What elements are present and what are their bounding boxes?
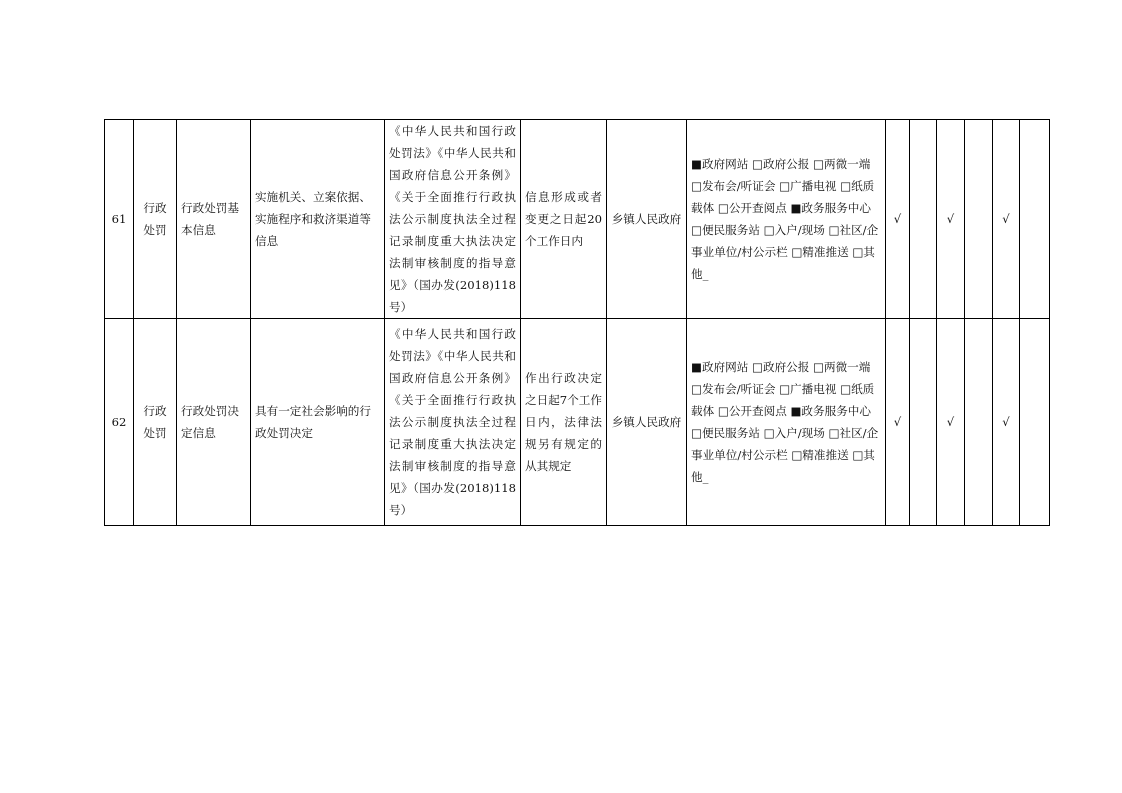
time-limit-cell: 信息形成或者变更之日起20个工作日内 [521,120,607,319]
item-cell: 行政处罚决定信息 [177,319,251,526]
mark-cell [910,120,937,319]
mark-cell: √ [886,120,910,319]
table-row [105,120,1050,319]
basis-text: 《中华人民共和国行政处罚法》《中华人民共和国政府信息公开条例》《关于全面推行行政执法公示制度执法全过程记录制度重大执法决定法制审核制度的指导意见》（国办发(2018)118号） [389,124,516,314]
mark-cell [1020,319,1050,526]
table-row [105,319,1050,526]
category-cell: 行政处罚 [134,120,177,319]
row-number: 62 [105,319,134,526]
content-cell: 具有一定社会影响的行政处罚决定 [251,319,385,526]
channels-cell: ■政府网站 □政府公报 □两微一端 □发布会/听证会 □广播电视 □纸质载体 □公开查阅点 ■政务服务中心 □便民服务站 □入户/现场 □社区/企事业单位/村公示栏 □精准推送 □其他_ [687,120,886,319]
responsible-cell: 乡镇人民政府 [607,120,687,319]
mark-cell [1020,120,1050,319]
mark-cell: √ [993,319,1020,526]
mark-cell [965,120,993,319]
mark-cell: √ [886,319,910,526]
category-cell: 行政处罚 [134,319,177,526]
basis-cell [385,120,521,319]
content-cell: 实施机关、立案依据、实施程序和救济渠道等信息 [251,120,385,319]
basis-cell [385,319,521,526]
item-cell: 行政处罚基本信息 [177,120,251,319]
mark-cell: √ [993,120,1020,319]
disclosure-table [104,119,1050,526]
responsible-cell: 乡镇人民政府 [607,319,687,526]
mark-cell [965,319,993,526]
row-number: 61 [105,120,134,319]
time-limit-cell: 作出行政决定之日起7个工作日内，法律法规另有规定的从其规定 [521,319,607,526]
channels-cell: ■政府网站 □政府公报 □两微一端 □发布会/听证会 □广播电视 □纸质载体 □公开查阅点 ■政务服务中心 □便民服务站 □入户/现场 □社区/企事业单位/村公示栏 □精准推送 □其他_ [687,319,886,526]
mark-cell: √ [937,120,965,319]
basis-text: 《中华人民共和国行政处罚法》《中华人民共和国政府信息公开条例》《关于全面推行行政执法公示制度执法全过程记录制度重大执法决定法制审核制度的指导意见》（国办发(2018)118号） [389,327,516,517]
mark-cell: √ [937,319,965,526]
mark-cell [910,319,937,526]
